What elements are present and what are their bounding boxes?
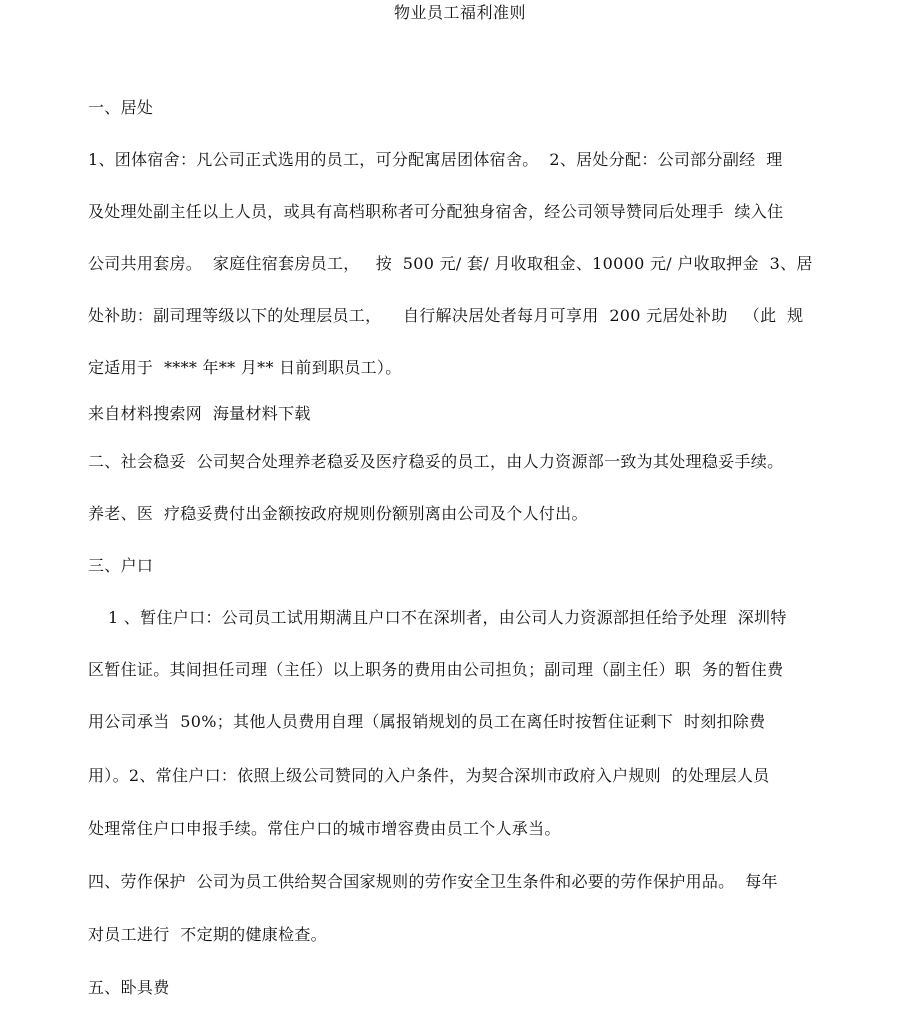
paragraph-line: 1 、暂住户口：公司员工试用期满且户口不在深圳者，由公司人力资源部担任给予处理 深圳特 bbox=[108, 608, 787, 627]
paragraph-line: 用公司承当 50%；其他人员费用自理（属报销规划的员工在离任时按暂住证剩下 时刻扣除费 bbox=[88, 712, 766, 731]
section-heading-housing: 一、居处 bbox=[88, 98, 154, 117]
paragraph-line: 及处理处副主任以上人员，或具有高档职称者可分配独身宿舍，经公司领导赞同后处理手 续入住 bbox=[88, 202, 784, 221]
section-heading-labor-protection: 四、劳作保护 公司为员工供给契合国家规则的劳作安全卫生条件和必要的劳作保护用品。 每年 bbox=[88, 872, 778, 891]
paragraph-line: 处理常住户口申报手续。常住户口的城市增容费由员工个人承当。 bbox=[88, 819, 561, 838]
paragraph-line: 用）。2、常住户口：依照上级公司赞同的入户条件，为契合深圳市政府入户规则 的处理层人员 bbox=[88, 766, 770, 785]
paragraph-line: 处补助：副司理等级以下的处理层员工， 自行解决居处者每月可享用 200 元居处补助 （此 规 bbox=[88, 306, 804, 325]
paragraph-line: 定适用于 **** 年** 月** 日前到职员工）。 bbox=[88, 358, 402, 377]
paragraph-line: 对员工进行 不定期的健康检查。 bbox=[88, 925, 327, 944]
section-heading-social-insurance: 二、社会稳妥 公司契合处理养老稳妥及医疗稳妥的员工，由人力资源部一致为其处理稳妥手续。 bbox=[88, 452, 784, 471]
paragraph-line: 1、团体宿舍：凡公司正式选用的员工，可分配寓居团体宿舍。 2、居处分配：公司部分副经 理 bbox=[88, 150, 783, 169]
paragraph-line: 养老、医 疗稳妥费付出金额按政府规则份额别离由公司及个人付出。 bbox=[88, 504, 588, 523]
paragraph-line: 区暂住证。其间担任司理（主任）以上职务的费用由公司担负；副司理（副主任）职 务的暂住费 bbox=[88, 660, 784, 679]
paragraph-line: 公司共用套房。 家庭住宿套房员工， 按 500 元/ 套/ 月收取租金、10000 元/ 户收取押金 3、居 bbox=[88, 254, 813, 273]
source-note: 来自材料搜索网 海量材料下载 bbox=[88, 404, 311, 423]
section-heading-bedding-fee: 五、卧具费 bbox=[88, 978, 170, 997]
section-heading-household-registration: 三、户口 bbox=[88, 556, 154, 575]
document-title: 物业员工福利准则 bbox=[393, 3, 526, 22]
